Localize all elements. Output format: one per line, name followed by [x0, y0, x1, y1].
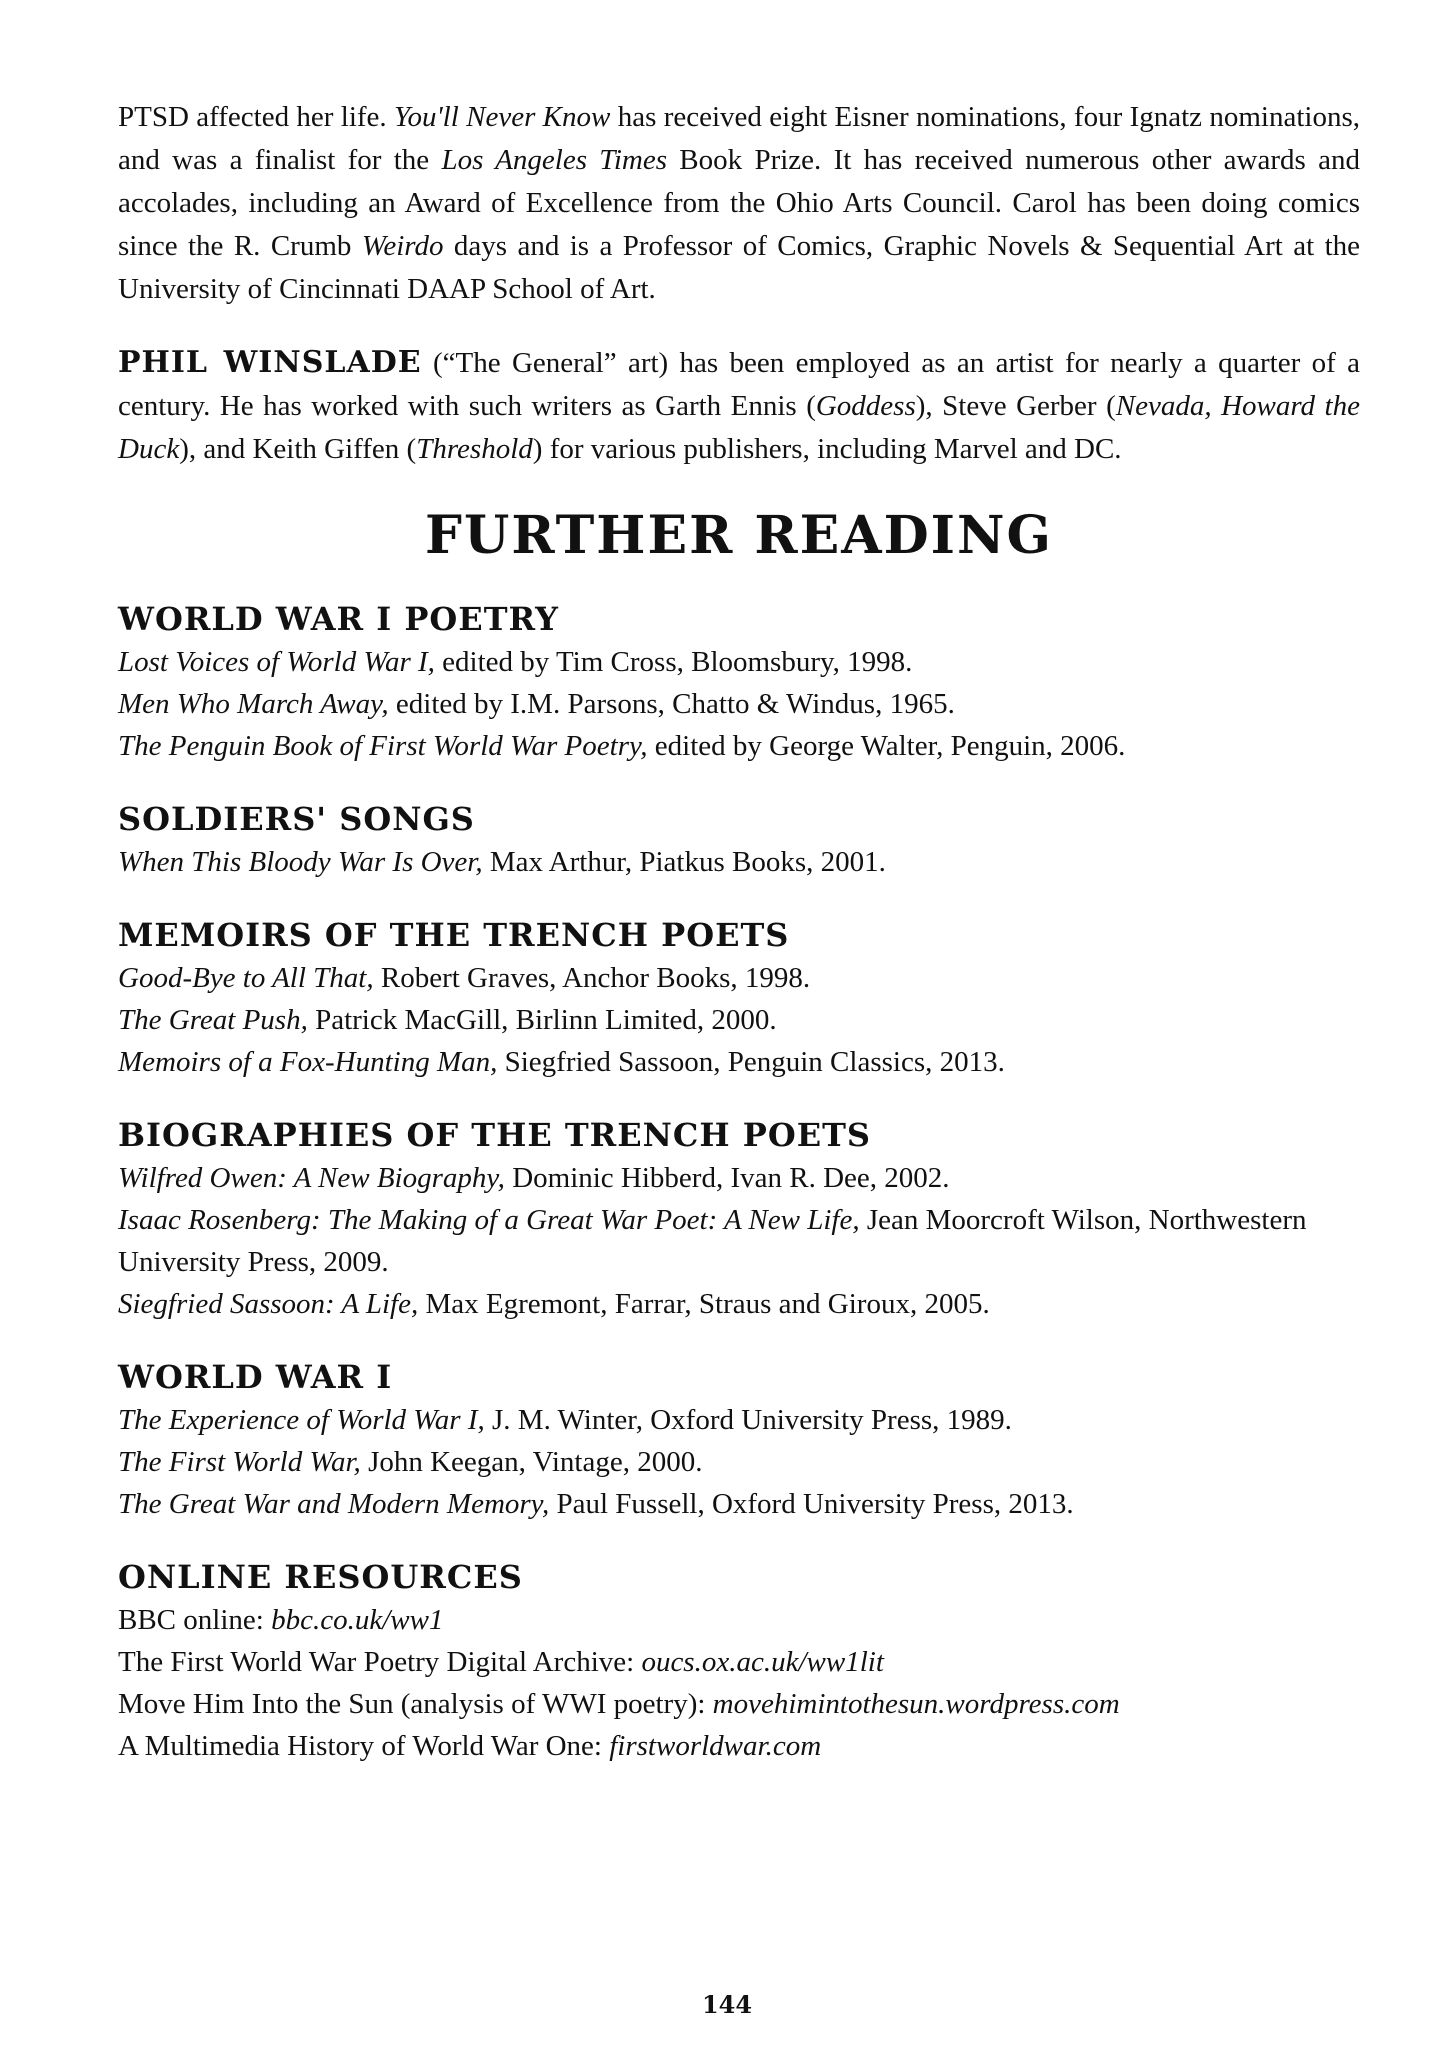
resource-link[interactable]: bbc.co.uk/ww1: [271, 1604, 444, 1636]
resource-link[interactable]: firstworldwar.com: [609, 1730, 822, 1762]
book-details: J. M. Winter, Oxford University Press, 1989.: [484, 1404, 1012, 1436]
book-details: John Keegan, Vintage, 2000.: [360, 1446, 703, 1478]
reading-entry: [118, 841, 1360, 883]
reading-entry: [118, 1441, 1360, 1483]
bio-text: has received eight Eisner nominations, four Ignatz nominations, and was a finalist for the: [118, 101, 1360, 176]
further-reading-heading: FURTHER READING: [425, 505, 1053, 566]
bio-text: days and is a Professor of Comics, Graphic Novels & Sequential Art at the University of Cincinnati DAAP School of Art.: [118, 230, 1360, 305]
reading-entry: [118, 1483, 1360, 1525]
book-title: The Great War and Modern Memory,: [118, 1488, 550, 1520]
page-number: 144: [701, 1990, 753, 2019]
reading-section: [118, 1555, 1360, 1767]
bio-text: ), Steve Gerber (: [915, 390, 1116, 422]
reading-entry: [118, 999, 1360, 1041]
reading-entry: [118, 1399, 1360, 1441]
bio-text: ), and Keith Giffen (: [179, 433, 417, 465]
bio-carol-tyler: [118, 96, 1360, 311]
bio-text: PTSD affected her life.: [118, 101, 394, 133]
section-heading: BIOGRAPHIES OF THE TRENCH POETS: [118, 1116, 871, 1154]
bio-phil-winslade: [118, 341, 1360, 471]
book-title: Lost Voices of World War I,: [118, 646, 435, 678]
book-title: You'll Never Know: [394, 101, 611, 133]
bio-text: Book Prize. It has received numerous other awards and accolades, including an Award of Excellence from the Ohio Arts Council. Carol has been doing comics since the R. Crumb: [118, 144, 1360, 262]
book-details: Jean Moorcroft Wilson, Northwestern University Press, 2009.: [118, 1204, 1307, 1278]
book-details: Robert Graves, Anchor Books, 1998.: [373, 962, 811, 994]
reading-entry: [118, 1199, 1360, 1283]
book-title: Siegfried Sassoon: A Life,: [118, 1288, 419, 1320]
section-heading: SOLDIERS' SONGS: [118, 800, 475, 838]
book-title: The Experience of World War I,: [118, 1404, 485, 1436]
book-title: Good-Bye to All That,: [118, 962, 374, 994]
book-title: Los Angeles Times: [441, 144, 667, 176]
book-details: Patrick MacGill, Birlinn Limited, 2000.: [307, 1004, 777, 1036]
book-title: Threshold: [416, 433, 533, 465]
section-heading: WORLD WAR I: [118, 1358, 393, 1396]
book-title: Nevada, Howard the Duck: [118, 390, 1360, 465]
reading-entry: [118, 1283, 1360, 1325]
online-resource: [118, 1683, 1360, 1725]
reading-entry: [118, 1041, 1360, 1083]
bio-text: ) for various publishers, including Marvel and DC.: [532, 433, 1122, 465]
book-title: Men Who March Away,: [118, 688, 389, 720]
bio-name: PHIL WINSLADE: [118, 345, 422, 380]
section-heading: ONLINE RESOURCES: [118, 1558, 523, 1596]
book-details: edited by I.M. Parsons, Chatto & Windus, 1965.: [388, 688, 955, 720]
book-details: edited by Tim Cross, Bloomsbury, 1998.: [434, 646, 913, 678]
book-details: Paul Fussell, Oxford University Press, 2013.: [549, 1488, 1074, 1520]
resource-link[interactable]: oucs.ox.ac.uk/ww1lit: [641, 1646, 884, 1678]
online-resource: [118, 1599, 1360, 1641]
reading-entry: [118, 683, 1360, 725]
page-content: [118, 96, 1360, 1797]
reading-section: [118, 797, 1360, 883]
reading-entry: [118, 641, 1360, 683]
resource-label: BBC online:: [118, 1604, 272, 1636]
book-details: Max Egremont, Farrar, Straus and Giroux, 2005.: [418, 1288, 990, 1320]
online-resource: [118, 1641, 1360, 1683]
book-title: Memoirs of a Fox-Hunting Man,: [118, 1046, 498, 1078]
resource-label: A Multimedia History of World War One:: [118, 1730, 610, 1762]
resource-label: The First World War Poetry Digital Archive:: [118, 1646, 642, 1678]
section-heading: MEMOIRS OF THE TRENCH POETS: [118, 916, 790, 954]
bio-text: (“The General” art) has been employed as an artist for nearly a quarter of a century. He has worked with such writers as Garth Ennis (: [118, 347, 1360, 422]
book-title: Isaac Rosenberg: The Making of a Great War Poet: A New Life,: [118, 1204, 860, 1236]
reading-entry: [118, 725, 1360, 767]
reading-section: [118, 1113, 1360, 1325]
book-details: Siegfried Sassoon, Penguin Classics, 2013.: [497, 1046, 1005, 1078]
reading-sections: [118, 597, 1360, 1767]
book-title: The Great Push,: [118, 1004, 308, 1036]
book-title: The Penguin Book of First World War Poetry,: [118, 730, 648, 762]
book-details: Dominic Hibberd, Ivan R. Dee, 2002.: [504, 1162, 950, 1194]
resource-label: Move Him Into the Sun (analysis of WWI poetry):: [118, 1688, 713, 1720]
book-details: edited by George Walter, Penguin, 2006.: [647, 730, 1126, 762]
book-title: The First World War,: [118, 1446, 361, 1478]
resource-link[interactable]: movehimintothesun.wordpress.com: [712, 1688, 1120, 1720]
reading-entry: [118, 1157, 1360, 1199]
reading-section: [118, 597, 1360, 767]
reading-entry: [118, 957, 1360, 999]
book-details: Max Arthur, Piatkus Books, 2001.: [482, 846, 886, 878]
book-title: Goddess: [815, 390, 916, 422]
book-title: Weirdo: [361, 230, 444, 262]
reading-section: [118, 913, 1360, 1083]
section-heading: WORLD WAR I POETRY: [118, 600, 559, 638]
reading-section: [118, 1355, 1360, 1525]
book-title: When This Bloody War Is Over,: [118, 846, 483, 878]
book-title: Wilfred Owen: A New Biography,: [118, 1162, 505, 1194]
online-resource: [118, 1725, 1360, 1767]
